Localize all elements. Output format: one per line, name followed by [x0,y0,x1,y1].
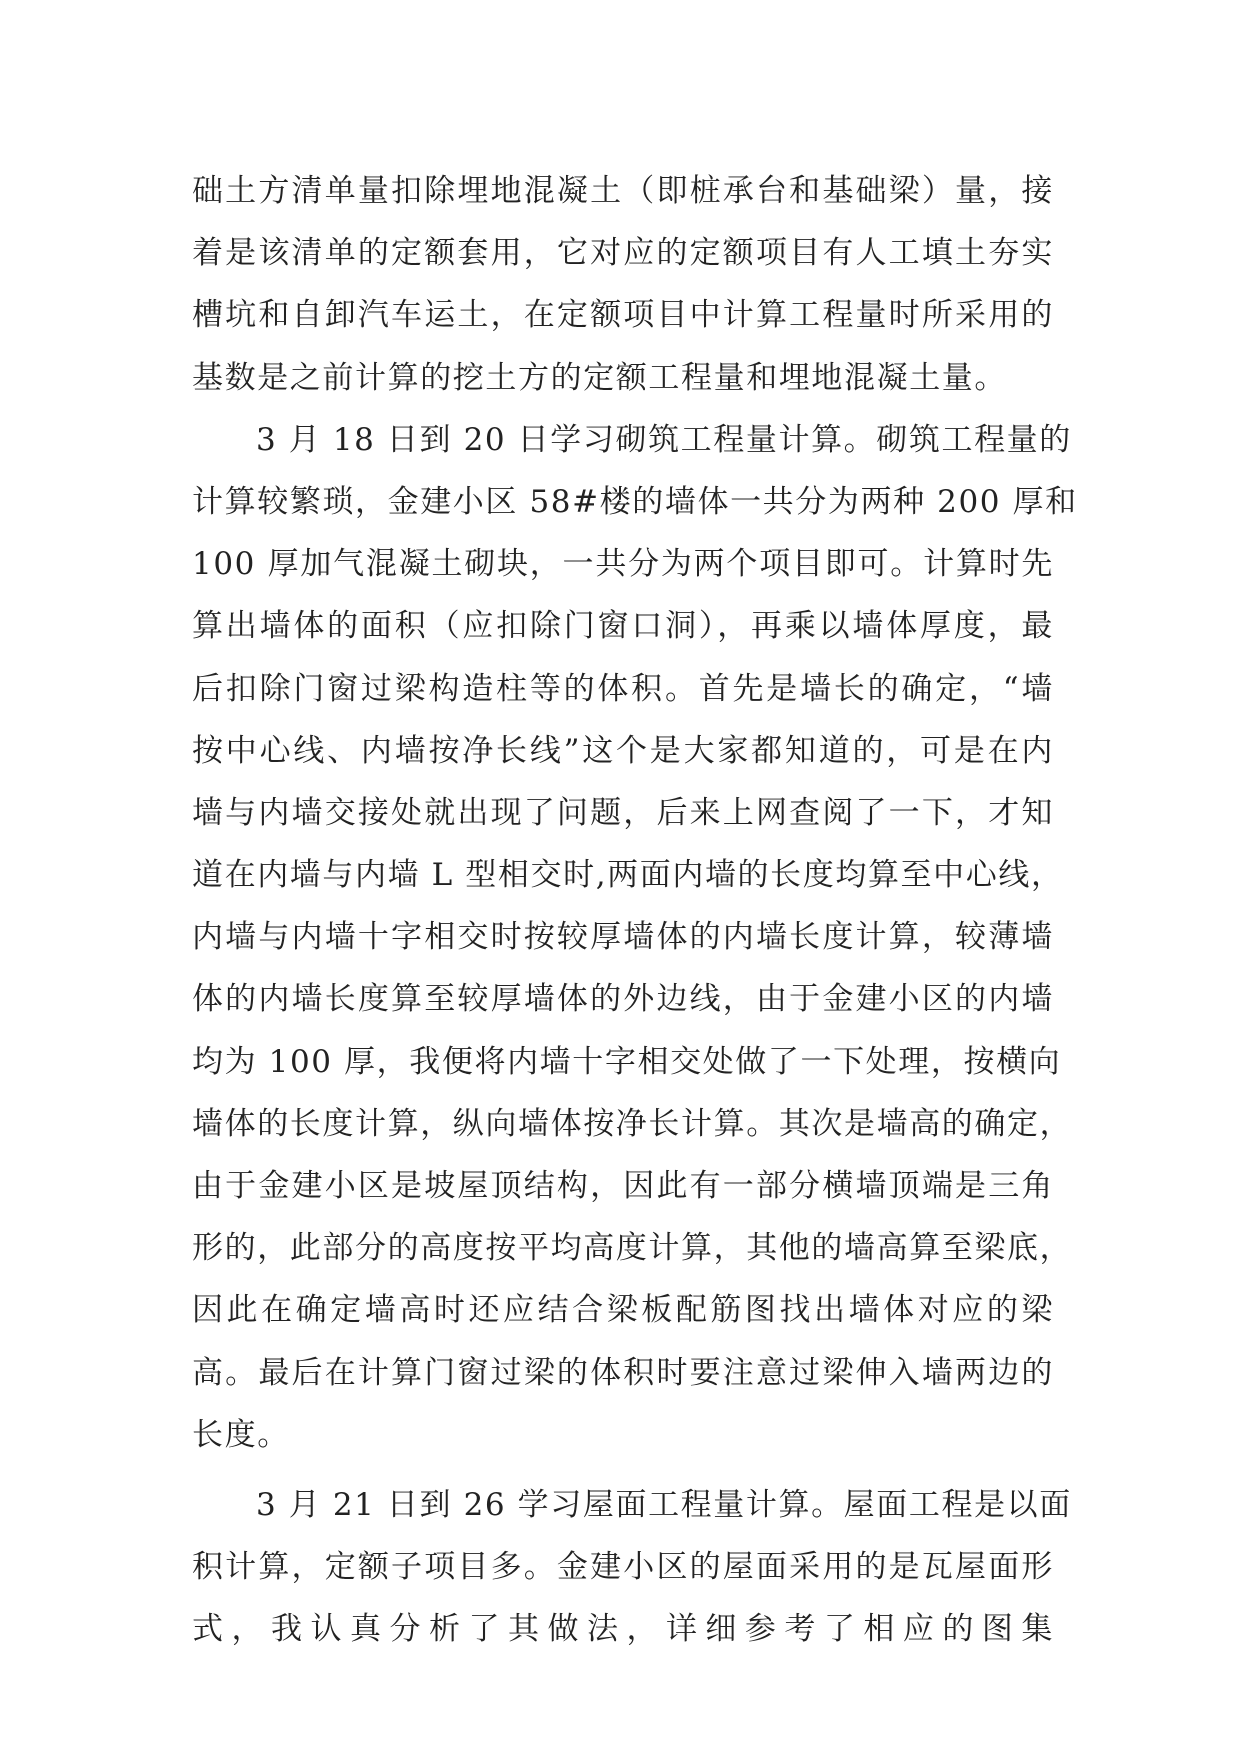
paragraph [192,409,1078,1466]
text-line: 计算较繁琐，金建小区 58#楼的墙体一共分为两种 200 厚和 [192,483,1078,520]
paragraph [192,1474,1072,1661]
text-line: 均为 100 厚，我便将内墙十字相交处做了一下处理，按横向 [192,1043,1062,1080]
text-line: 高。最后在计算门窗过梁的体积时要注意过梁伸入墙两边的 [192,1354,1054,1391]
text-line: 3 月 18 日到 20 日学习砌筑工程量计算。砌筑工程量的 [256,421,1072,458]
document-body [192,160,1078,1661]
text-line: 因此在确定墙高时还应结合梁板配筋图找出墙体对应的梁 [192,1292,1054,1329]
text-line: 按中心线、内墙按净长线”这个是大家都知道的，可是在内 [192,732,1054,769]
text-line: 由于金建小区是坡屋顶结构，因此有一部分横墙顶端是三角 [192,1168,1054,1204]
text-line: 积计算，定额子项目多。金建小区的屋面采用的是瓦屋面形 [192,1549,1054,1586]
text-line: 算出墙体的面积（应扣除门窗口洞），再乘以墙体厚度，最 [192,608,1054,645]
text-line: 3 月 21 日到 26 学习屋面工程量计算。屋面工程是以面 [256,1486,1072,1523]
text-line: 长度。 [192,1416,290,1453]
text-line: 础土方清单量扣除埋地混凝土（即桩承台和基础梁）量，接 [192,173,1054,209]
text-line: 形的，此部分的高度按平均高度计算，其他的墙高算至梁底， [192,1230,1073,1267]
text-line: 槽坑和自卸汽车运土，在定额项目中计算工程量时所采用的 [192,297,1054,334]
text-line: 墙与内墙交接处就出现了问题，后来上网查阅了一下，才知 [192,794,1054,831]
text-line: 式，我认真分析了其做法，详细参考了相应的图集 [192,1611,1054,1648]
text-line: 道在内墙与内墙 L 型相交时,两面内墙的长度均算至中心线， [192,857,1064,894]
text-line: 后扣除门窗过梁构造柱等的体积。首先是墙长的确定，“墙 [192,670,1054,707]
text-line: 墙体的长度计算，纵向墙体按净长计算。其次是墙高的确定， [192,1105,1073,1142]
paragraph [192,160,1054,409]
text-line: 基数是之前计算的挖土方的定额工程量和埋地混凝土量。 [192,359,1007,396]
text-line: 100 厚加气混凝土砌块，一共分为两个项目即可。计算时先 [192,546,1054,583]
text-line: 内墙与内墙十字相交时按较厚墙体的内墙长度计算，较薄墙 [192,919,1054,956]
text-line: 着是该清单的定额套用，它对应的定额项目有人工填土夯实 [192,235,1054,272]
text-line: 体的内墙长度算至较厚墙体的外边线，由于金建小区的内墙 [192,981,1054,1018]
